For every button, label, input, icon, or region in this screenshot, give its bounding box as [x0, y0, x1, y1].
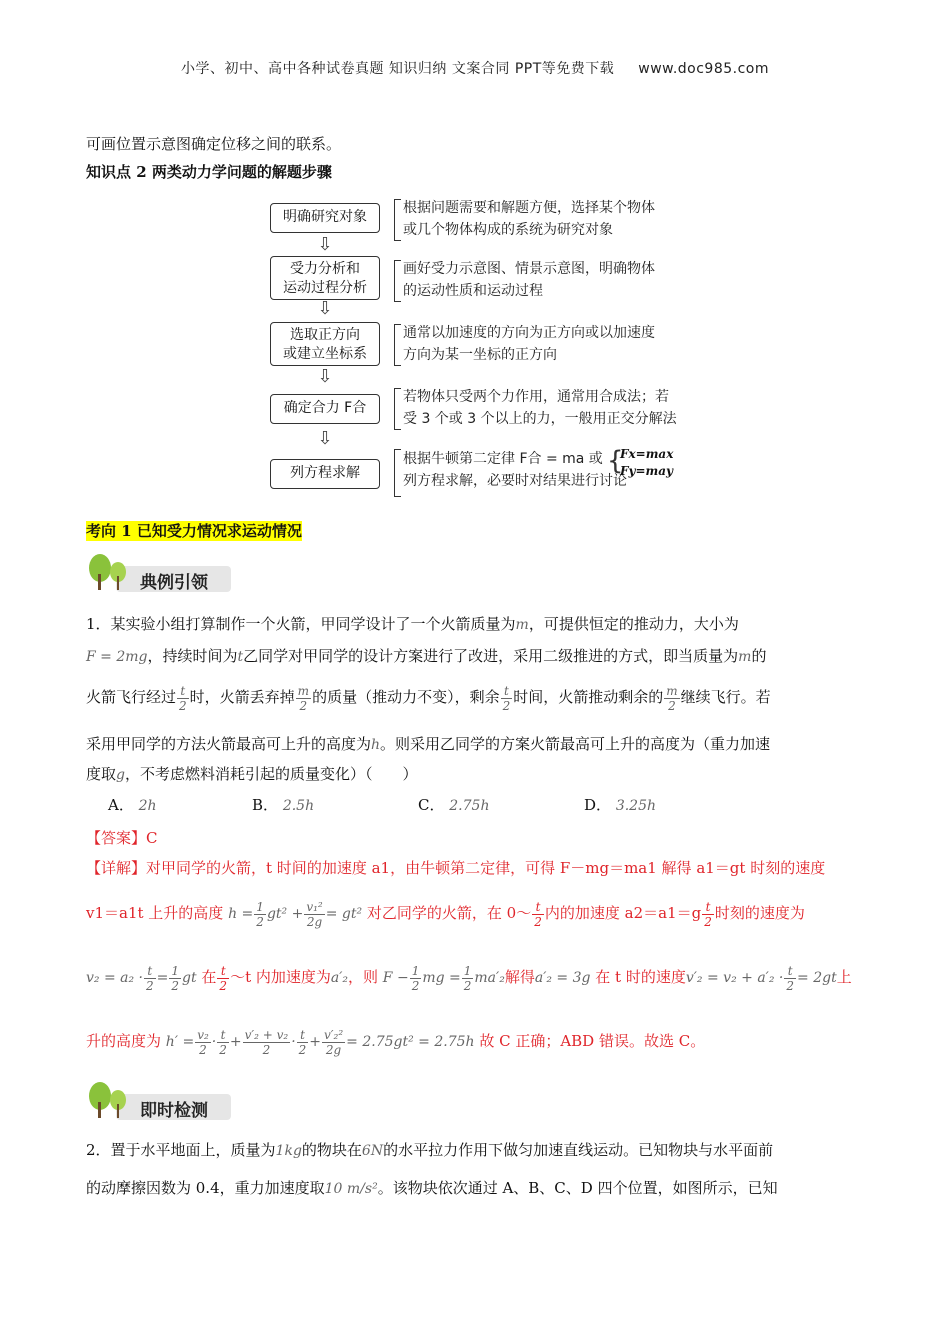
flow-bracket-3	[394, 324, 401, 366]
option-a[interactable]: A． 2h	[108, 796, 157, 814]
flow-box-2: 受力分析和 运动过程分析	[270, 256, 380, 300]
section-title: 知识点 2 两类动力学问题的解题步骤	[86, 163, 332, 181]
tree-icon	[86, 1080, 134, 1120]
flow-bracket-5	[394, 449, 401, 497]
down-arrow-icon: ⇩	[317, 366, 333, 387]
flow-box-3: 选取正方向 或建立坐标系	[270, 322, 380, 366]
q1-line-4: 采用甲同学的方法火箭最高可上升的高度为h。则采用乙同学的方案火箭最高可上升的高度为（重力加速	[86, 735, 771, 753]
option-c[interactable]: C． 2.75h	[418, 796, 490, 814]
flow-desc-1: 根据问题需要和解题方便，选择某个物体 或几个物体构成的系统为研究对象	[403, 200, 655, 238]
q2-line-2: 的动摩擦因数为 0.4，重力加速度取10 m/s²。该物块依次通过 A、B、C、D 四个位置，如图所示，已知	[86, 1179, 778, 1197]
flow-desc-2: 画好受力示意图、情景示意图，明确物体 的运动性质和运动过程	[403, 261, 655, 299]
detail-line-4: 升的高度为 h′ = $\frac{\text{v₂}}{2}$ · $\frac{t}{2}$ + $\frac{\text{v′₂ + v₂}}{2}$ · $\frac{t}{2}$ + $\frac{\text{v′₂²}}{2g}$ = 2.75gt² = 2.75h 故 C 正确；ABD 错误。故选 C。	[86, 1027, 706, 1057]
tree-icon	[86, 552, 134, 592]
flow-bracket-4	[394, 388, 401, 430]
header-text: 小学、初中、高中各种试卷真题 知识归纳 文案合同 PPT等免费下载	[180, 61, 615, 77]
q2-line-1: 2．置于水平地面上，质量为1kg的物块在6N的水平拉力作用下做匀加速直线运动。已知物块与水平面前	[86, 1141, 774, 1159]
banner-dianli	[86, 552, 231, 592]
header-url[interactable]: www.doc985.com	[638, 61, 770, 77]
detail-line-3: v₂ = a₂ · $\frac{t}{2}$ = $\frac{1}{2}$ gt 在 $\frac{t}{2}$ ～t 内加速度为a′₂，则 F − $\frac{1}{2}$ mg = $\frac{1}{2}$ ma′₂解得a′₂ = 3g 在 t 时的速度v′₂ = v₂ + a′₂ · $\frac{t}{2}$ = 2gt上	[86, 963, 852, 993]
down-arrow-icon: ⇩	[317, 298, 333, 319]
banner-title: 典例引领	[140, 573, 208, 593]
q1-line-3: 火箭飞行经过 $\frac{t}{2}$ 时，火箭丢弃掉 $\frac{m}{2}$ 的质量（推动力不变），剩余 $\frac{t}{2}$ 时间，火箭推动剩余的 $\frac{m}{2}$ 继续飞行。若	[86, 683, 771, 713]
flow-desc-3: 通常以加速度的方向为正方向或以加速度 方向为某一坐标的正方向	[403, 325, 655, 363]
q1-line-5: 度取g，不考虑燃料消耗引起的质量变化）（ ）	[86, 765, 418, 783]
detail-line-2: v1＝a1t 上升的高度 h = $\frac{1}{2}$ gt² + $\frac{\text{v₁²}}{2g}$ = gt² 对乙同学的火箭，在 0～ $\frac{t}{2}$ 内的加速度 a2＝a1＝g $\frac{t}{2}$ 时刻的速度为	[86, 899, 805, 929]
page-header	[0, 58, 950, 78]
down-arrow-icon: ⇩	[317, 428, 333, 449]
option-b[interactable]: B． 2.5h	[252, 796, 315, 814]
kaoxiang-heading: 考向 1 已知受力情况求运动情况	[86, 522, 302, 540]
banner-title: 即时检测	[140, 1101, 208, 1121]
flow-bracket-1	[394, 199, 401, 241]
down-arrow-icon: ⇩	[317, 234, 333, 255]
q1-line-1: 1．某实验小组打算制作一个火箭，甲同学设计了一个火箭质量为m，可提供恒定的推动力，大小为	[86, 615, 739, 633]
flow-desc-5: 根据牛顿第二定律 F合 = ma 或 列方程求解，必要时对结果进行讨论	[403, 451, 627, 489]
q1-line-2: F = 2mg，持续时间为t乙同学对甲同学的设计方案进行了改进，采用二级推进的方式，即当质量为m的	[86, 647, 767, 665]
detail-line-1: 【详解】对甲同学的火箭，t 时间的加速度 a1，由牛顿第二定律，可得 F－mg＝ma1 解得 a1＝gt 时刻的速度	[86, 859, 826, 877]
brace-icon: {	[607, 446, 624, 476]
flow-box-1: 明确研究对象	[270, 203, 380, 233]
flow-box-5: 列方程求解	[270, 459, 380, 489]
answer-line: 【答案】C	[86, 829, 158, 847]
intro-line: 可画位置示意图确定位移之间的联系。	[86, 135, 342, 153]
component-equations: Fx=max Fy=may	[620, 447, 674, 478]
flow-bracket-2	[394, 260, 401, 302]
option-d[interactable]: D． 3.25h	[584, 796, 657, 814]
banner-jishi	[86, 1080, 231, 1120]
flow-desc-4: 若物体只受两个力作用，通常用合成法；若 受 3 个或 3 个以上的力，一般用正交分解法	[403, 389, 677, 427]
flow-box-4: 确定合力 F合	[270, 394, 380, 424]
